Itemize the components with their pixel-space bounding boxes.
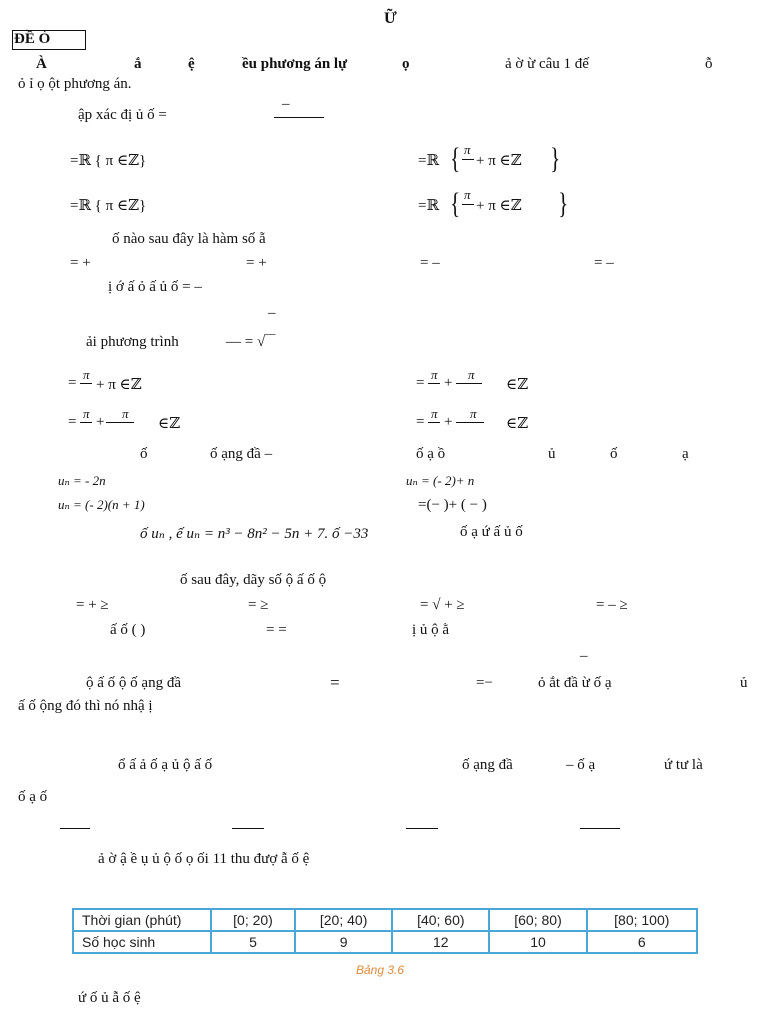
q8-stem-a: ấ ố ( ) bbox=[110, 622, 146, 638]
part-one-text-f: ả ờ ừ câu 1 đế bbox=[505, 56, 589, 72]
q8-stem-c: ị ủ ộ ằ bbox=[412, 622, 450, 638]
q4-option-c-num: π bbox=[83, 406, 90, 421]
q10-option-d-line bbox=[580, 828, 620, 829]
q10-line-2: ố ạ ố bbox=[18, 789, 48, 805]
q4-equation: — = √‾‾ bbox=[226, 334, 276, 350]
q4-stem: ải phương trình bbox=[86, 334, 179, 350]
part-one-text-d: ều phương án lự bbox=[242, 56, 348, 72]
q1-frac-num: – bbox=[282, 96, 290, 112]
page-title: Ữ bbox=[384, 10, 397, 27]
q4-option-d-tail: ∈ℤ bbox=[506, 416, 529, 432]
q4-option-c-frac-line-2 bbox=[106, 422, 134, 423]
q4-option-b: = bbox=[416, 375, 425, 391]
q1-option-b-num: π bbox=[464, 142, 471, 157]
q4-option-b-num: π bbox=[431, 367, 438, 382]
q1-option-d-rest: + π ∈ℤ bbox=[476, 198, 522, 214]
q4-option-d-num2: π bbox=[470, 406, 477, 421]
q7-stem: ố sau đây, dãy số ộ ấ ố ộ bbox=[180, 572, 327, 588]
part-one-text-e: ọ bbox=[402, 56, 410, 72]
table-cell: 10 bbox=[489, 931, 586, 953]
q10-line-1d: ứ tư là bbox=[664, 757, 703, 773]
q4-option-d-num: π bbox=[431, 406, 438, 421]
table-row bbox=[73, 931, 697, 953]
q5-stem-a: ố bbox=[140, 446, 148, 462]
q10-option-c-line bbox=[406, 828, 438, 829]
q5-stem-d: ủ bbox=[548, 446, 556, 462]
q4-option-a-num: π bbox=[83, 367, 90, 382]
table-cell: 12 bbox=[392, 931, 489, 953]
time-frequency-table bbox=[72, 908, 698, 954]
q1-option-b-frac-line bbox=[462, 159, 474, 160]
q1-option-b: =ℝ bbox=[418, 153, 439, 169]
q4-option-c-frac-line bbox=[80, 422, 92, 423]
q4-option-a-rest: + π ∈ℤ bbox=[96, 377, 142, 393]
q4-option-c-num2: π bbox=[122, 406, 129, 421]
table-cell: [60; 80) bbox=[489, 909, 586, 931]
q9-line-1b: = bbox=[330, 673, 340, 692]
q6-stem: ố uₙ , ế uₙ = n³ − 8n² − 5n + 7. ố −33 bbox=[140, 526, 369, 542]
table-cell: 9 bbox=[295, 931, 392, 953]
q4-option-d: = bbox=[416, 414, 425, 430]
part-one-text-g: ỗ bbox=[705, 56, 713, 72]
q1-frac-line bbox=[274, 117, 324, 118]
q10-option-b-line bbox=[232, 828, 264, 829]
q4-option-b-tail: ∈ℤ bbox=[506, 377, 529, 393]
q1-option-c: =ℝ { π ∈ℤ} bbox=[70, 198, 147, 214]
table-cell: 5 bbox=[211, 931, 295, 953]
q5-stem-b: ố ạng đầ – bbox=[210, 446, 273, 462]
q4-option-b-frac-line bbox=[428, 383, 440, 384]
q4-option-a-frac-line bbox=[80, 383, 92, 384]
q5-option-d: =(− )+ ( − ) bbox=[418, 497, 487, 513]
q2-option-a: = + bbox=[70, 255, 91, 271]
q9-line-1a: ộ ấ ố ộ ố ạng đầ bbox=[86, 675, 181, 691]
table-cell: 6 bbox=[587, 931, 697, 953]
q1-option-d: =ℝ bbox=[418, 198, 439, 214]
part-one-marker: À bbox=[36, 56, 47, 72]
q7-option-a: = + ≥ bbox=[76, 597, 109, 613]
q9-line-2: ấ ố ộng đó thì nó nhậ ị bbox=[18, 698, 153, 714]
q2-option-d: = – bbox=[594, 255, 614, 271]
q3-stem: ị ớ ấ ỏ ấ ủ ố = – bbox=[108, 279, 202, 295]
q6-stem-tail: ố ạ ứ ấ ủ ố bbox=[460, 524, 523, 540]
part-one-text-c: ệ bbox=[188, 56, 195, 72]
q10-line-1a: ổ ấ ả ố ạ ủ ộ ấ ố bbox=[118, 757, 213, 773]
table-cell: [80; 100) bbox=[587, 909, 697, 931]
q5-option-b: uₙ = (- 2)+ n bbox=[406, 473, 475, 488]
q4-option-c-tail: ∈ℤ bbox=[158, 416, 181, 432]
q4-option-a: = bbox=[68, 375, 77, 391]
q7-option-b: = ≥ bbox=[248, 597, 269, 613]
q10-line-1b: ố ạng đầ bbox=[462, 757, 513, 773]
q2-stem: ố nào sau đây là hàm số ẵ bbox=[112, 231, 266, 247]
q5-stem-f: ạ bbox=[682, 446, 689, 462]
q4-option-b-frac-line-2 bbox=[456, 383, 482, 384]
q3-frac-den: – bbox=[268, 305, 276, 321]
q4-option-d-frac-line-2 bbox=[456, 422, 484, 423]
q9-line-1d: ỏ ắt đầ ừ ố ạ bbox=[538, 675, 612, 691]
table-cell: [20; 40) bbox=[295, 909, 392, 931]
q8-dash: – bbox=[580, 648, 588, 664]
q2-option-b: = + bbox=[246, 255, 267, 271]
q1-option-d-brace-right: } bbox=[558, 187, 569, 220]
q4-option-b-num2: π bbox=[468, 367, 475, 382]
q4-option-c-rest: + bbox=[96, 414, 105, 430]
q5-option-a: uₙ = - 2n bbox=[58, 473, 106, 488]
table-cell: [0; 20) bbox=[211, 909, 295, 931]
table-header-row bbox=[73, 909, 697, 931]
q1-option-b-brace-right: } bbox=[550, 142, 561, 175]
q1-option-d-frac-line bbox=[462, 204, 474, 205]
q1-option-d-brace-left: { bbox=[450, 187, 461, 220]
q2-option-c: = – bbox=[420, 255, 440, 271]
q4-option-d-frac-line bbox=[428, 422, 440, 423]
q1-option-b-rest: + π ∈ℤ bbox=[476, 153, 522, 169]
q4-option-c: = bbox=[68, 414, 77, 430]
q11-stem: ả ờ ậ ề ụ ủ ộ ố ọ ối 11 thu đượ ẫ ố ệ bbox=[98, 851, 310, 867]
q4-option-d-rest: + bbox=[444, 414, 453, 430]
q9-line-1c: =− bbox=[476, 675, 493, 691]
q10-option-a-line bbox=[60, 828, 90, 829]
part-one-line-2: ỏ ỉ ọ ột phương án. bbox=[18, 76, 132, 92]
table-cell: Thời gian (phút) bbox=[73, 909, 211, 931]
q1-stem: ập xác đị ủ ố = bbox=[78, 107, 167, 123]
q5-option-c: uₙ = (- 2)(n + 1) bbox=[58, 497, 145, 512]
q10-line-1c: – ố ạ bbox=[566, 757, 596, 773]
q12-stem: ứ ố ủ ẫ ố ệ bbox=[78, 990, 141, 1006]
q7-option-d: = – ≥ bbox=[596, 597, 628, 613]
exam-label: ĐỀ Ó bbox=[14, 31, 51, 47]
q1-option-d-num: π bbox=[464, 187, 471, 202]
q7-option-c: = √ + ≥ bbox=[420, 597, 465, 613]
table-caption: Bảng 3.6 bbox=[356, 963, 405, 977]
q1-option-b-brace-left: { bbox=[450, 142, 461, 175]
table-cell: [40; 60) bbox=[392, 909, 489, 931]
part-one-text-b: ắ bbox=[134, 56, 142, 72]
q5-stem-e: ố bbox=[610, 446, 618, 462]
q5-stem-c: ố ạ ồ bbox=[416, 446, 446, 462]
q4-option-b-rest: + bbox=[444, 375, 453, 391]
q1-option-a: =ℝ { π ∈ℤ} bbox=[70, 153, 147, 169]
table-cell: Số học sinh bbox=[73, 931, 211, 953]
q9-line-1e: ủ bbox=[740, 675, 748, 691]
q8-stem-b: = = bbox=[266, 622, 287, 638]
